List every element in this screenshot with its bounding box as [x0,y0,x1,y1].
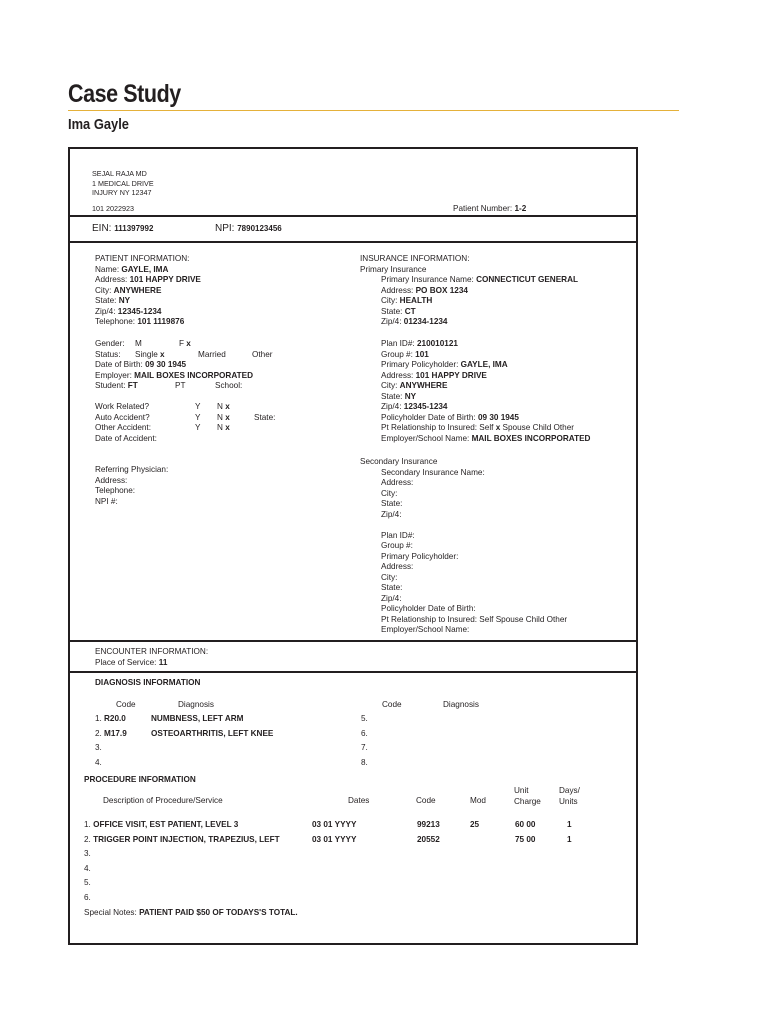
encounter-form [68,147,638,945]
table-row: 3. [84,849,91,858]
patient-number: Patient Number: 1-2 [453,204,527,213]
divider [70,241,636,243]
diagnosis-code-col: Code [116,700,136,709]
special-notes: Special Notes: PATIENT PAID $50 OF TODAYS'S TOTAL. [84,908,298,917]
procedure-dates-col: Dates [348,796,370,805]
diagnosis-desc-col-right: Diagnosis [443,700,479,709]
list-item: 3. [95,743,102,752]
procedure-units-col: Days/ Units [559,786,580,806]
diagnosis-heading: DIAGNOSIS INFORMATION [95,678,201,687]
procedure-heading: PROCEDURE INFORMATION [84,775,196,784]
procedure-mod-col: Mod [470,796,486,805]
provider-street: 1 MEDICAL DRIVE [92,178,154,188]
primary-policyholder: Plan ID#: 210010121 Group #: 101 Primary Policyholder: GAYLE, IMA Address: 101 HAPPY DRIVE City: ANYWHERE State: NY Zip/4: 12345-1234 Policyholder Date of Birth: 09 30 1945 Pt Relationship to Insured: Self x Spouse Child Other Employer/School Name: MAIL BOXES INCORPORATED [381,339,591,443]
list-item: 4. [95,757,102,767]
table-row: 4. [84,863,91,873]
provider-name: SEJAL RAJA MD [92,169,147,178]
list-item: 6. [361,728,368,738]
patient-demographics: Gender: M F x Status: Single x Married Other Date of Birth: 09 30 1945 Employer: MAIL BOXES INCORPORATED Student: FT PT School: [95,339,273,390]
procedure-desc-col: Description of Procedure/Service [103,796,223,805]
divider [70,671,636,673]
procedure-code-col: Code [416,796,436,805]
secondary-insurance: Secondary Insurance Secondary Insurance Name: Address: City: State: Zip/4: Plan ID#: Group #: Primary Policyholder: Address: City: State: Zip/4: Policyholder Date of Birth: Pt Relationship to Insured: Self Spouse Child Other Employer/School Name: [360,457,568,634]
title-divider [68,110,679,111]
list-item: 2. M17.9 OSTEOARTHRITIS, LEFT KNEE [95,728,274,738]
provider-city: INJURY NY 12347 [92,188,152,197]
diagnosis-desc-col: Diagnosis [178,700,214,709]
patient-information: PATIENT INFORMATION: Name: GAYLE, IMA Address: 101 HAPPY DRIVE City: ANYWHERE State: NY Zip/4: 12345-1234 Telephone: 101 1119876 [95,254,201,326]
diagnosis-list-left [95,714,274,772]
accident-info: Work Related? Y N x Auto Accident? Y N x State: Other Accident: Y N x Date of Accident: [95,402,276,443]
provider-phone: 101 2022923 [92,204,134,213]
diagnosis-code-col-right: Code [382,700,402,709]
provider-block [92,169,154,198]
patient-name-subtitle: Ima Gayle [68,116,129,133]
divider [70,640,636,642]
list-item: 1. R20.0 NUMBNESS, LEFT ARM [95,714,244,723]
list-item: 5. [361,714,368,723]
list-item: 7. [361,743,368,752]
npi: NPI: 7890123456 [215,223,282,234]
ein: EIN: 111397992 [92,223,154,234]
table-row: 5. [84,878,91,887]
table-row: 2. TRIGGER POINT INJECTION, TRAPEZIUS, LEFT 03 01 YYYY 20552 75 00 1 [84,834,572,844]
list-item: 8. [361,757,368,767]
procedure-list [84,820,624,907]
encounter-information: ENCOUNTER INFORMATION: Place of Service: 11 [95,647,209,667]
divider [70,215,636,217]
insurance-information: INSURANCE INFORMATION: Primary Insurance Primary Insurance Name: CONNECTICUT GENERAL Address: PO BOX 1234 City: HEALTH State: CT Zip/4: 01234-1234 [360,254,578,326]
diagnosis-list-right [361,714,368,772]
page-title: Case Study [68,80,181,108]
referring-physician: Referring Physician: Address: Telephone: NPI #: [95,465,169,506]
table-row: 1. OFFICE VISIT, EST PATIENT, LEVEL 3 03 01 YYYY 99213 25 60 00 1 [84,820,572,829]
procedure-charge-col: Unit Charge [514,786,541,806]
table-row: 6. [84,892,91,902]
